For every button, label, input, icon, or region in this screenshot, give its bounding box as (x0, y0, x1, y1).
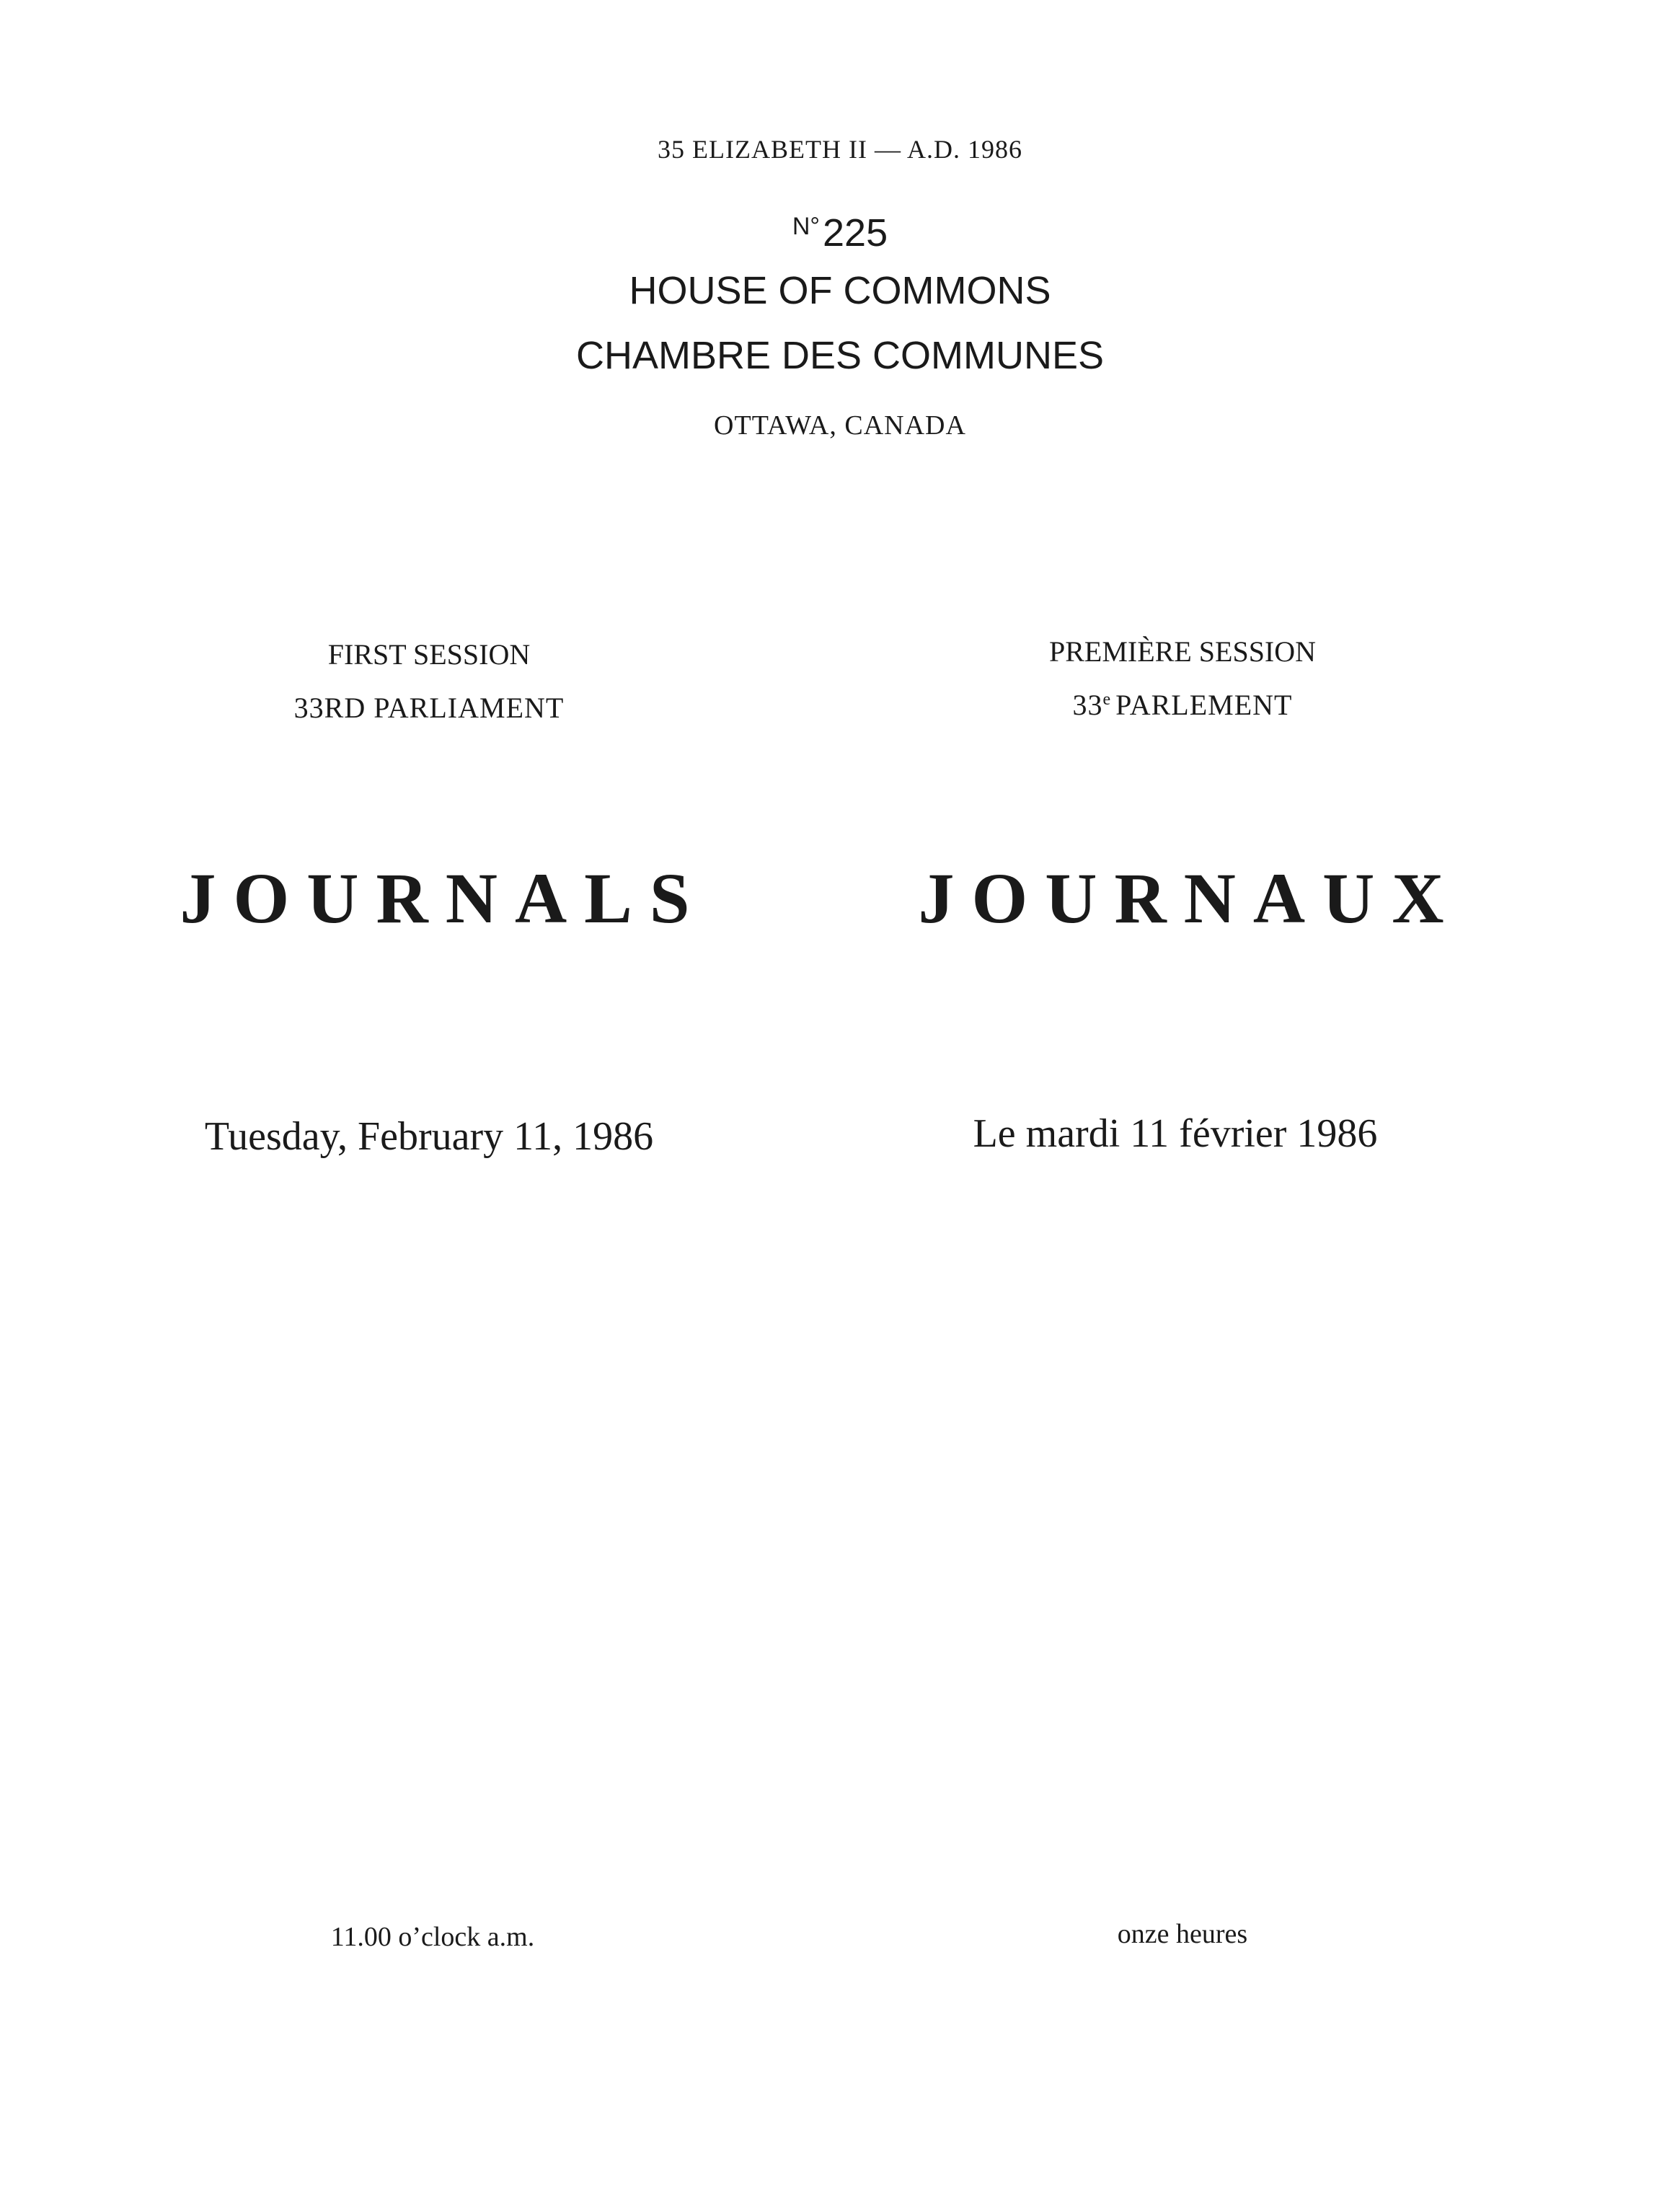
number-value: 225 (823, 211, 888, 255)
regnal-year: 35 ELIZABETH II — A.D. 1986 (658, 135, 1022, 164)
house-name-english: HOUSE OF COMMONS (629, 269, 1051, 312)
title-english: JOURNALS (180, 858, 707, 938)
parliament-french-suffix: e (1102, 690, 1112, 709)
parliament-french (822, 688, 1543, 722)
sitting-time-french: onze heures (1117, 1919, 1248, 1949)
parliament-english: 33RD PARLIAMENT (293, 692, 565, 724)
date-english: Tuesday, February 11, 1986 (204, 1114, 654, 1159)
sitting-time-english: 11.00 o’clock a.m. (330, 1922, 535, 1952)
place: OTTAWA, CANADA (714, 410, 966, 441)
number-prefix: N° (792, 213, 821, 240)
parliament-french-number: 33 (1072, 689, 1103, 721)
session-french: PREMIÈRE SESSION (1048, 635, 1317, 668)
parliament-french-word: PARLEMENT (1115, 689, 1293, 721)
date-french: Le mardi 11 février 1986 (973, 1111, 1378, 1156)
journal-number (0, 211, 1680, 255)
house-name-french: CHAMBRE DES COMMUNES (575, 334, 1105, 377)
title-french: JOURNAUX (918, 858, 1462, 938)
session-english: FIRST SESSION (327, 638, 531, 671)
